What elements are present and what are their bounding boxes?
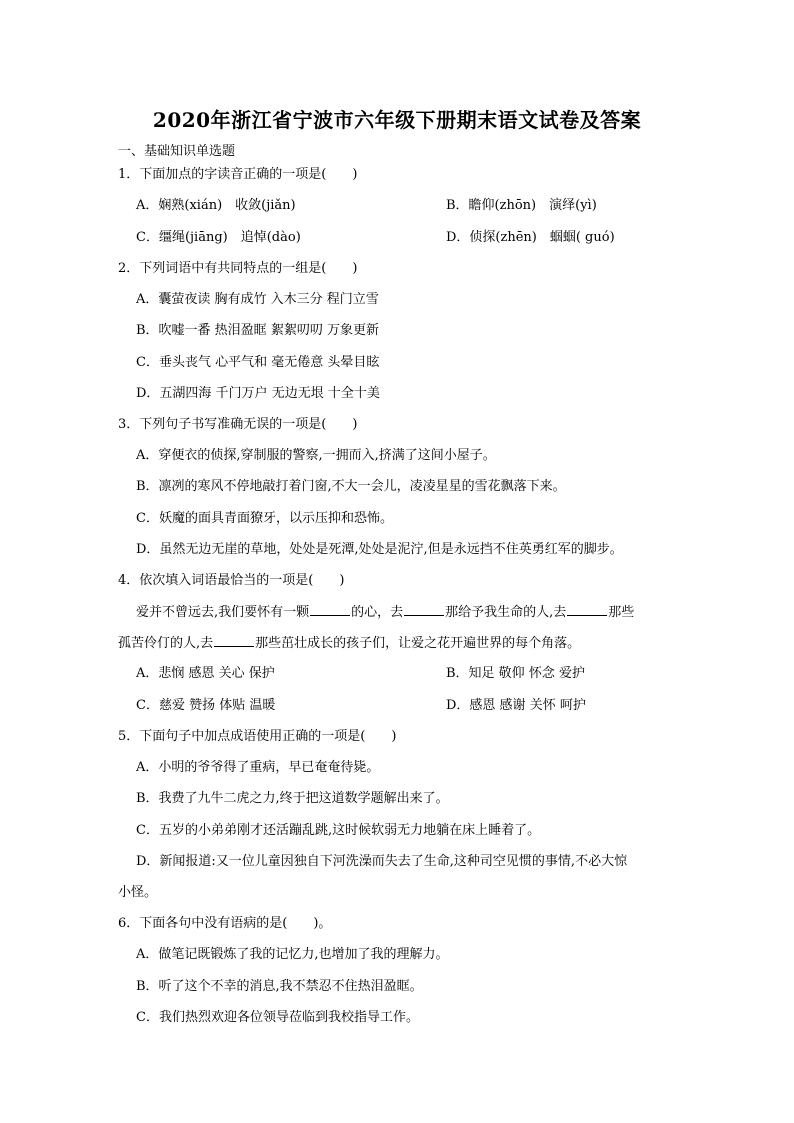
question-6-option-b: B．听了这个不幸的消息,我不禁忍不住热泪盈眶。 — [136, 979, 423, 994]
passage-text: 那给予我生命的人,去 — [445, 605, 567, 620]
question-1-option-d: D．侦探(zhēn) 蝈蝈( guó) — [446, 230, 615, 245]
question-4-stem: 4．依次填入词语最恰当的一项是( ) — [118, 573, 345, 588]
question-1-option-c: C．缰绳(jiāng) 追悼(dào) — [136, 230, 301, 245]
passage-text: 的心，去 — [351, 605, 404, 620]
question-3-option-d: D．虽然无边无崖的草地，处处是死潭,处处是泥泞,但是永远挡不住英勇红军的脚步。 — [136, 542, 623, 557]
section-heading: 一、基础知识单选题 — [118, 144, 236, 159]
passage-text: 爱并不曾远去,我们要怀有一颗 — [136, 605, 310, 620]
question-4-option-c: C．慈爱 赞扬 体贴 温暖 — [136, 698, 276, 713]
question-2-option-a: A．囊萤夜读 胸有成竹 入木三分 程门立雪 — [136, 292, 379, 307]
question-3-stem: 3．下列句子书写准确无误的一项是( ) — [118, 417, 358, 432]
question-4-option-d: D．感恩 感谢 关怀 呵护 — [446, 698, 586, 713]
fill-blank-2 — [404, 603, 444, 616]
question-2-option-c: C．垂头丧气 心平气和 毫无倦意 头晕目眩 — [136, 355, 380, 370]
question-5-option-c: C．五岁的小弟弟刚才还活蹦乱跳,这时候软弱无力地躺在床上睡着了。 — [136, 823, 541, 838]
question-4-passage-line-1 — [136, 603, 634, 622]
fill-blank-4 — [214, 634, 254, 647]
page-title: 2020年浙江省宁波市六年级下册期末语文试卷及答案 — [152, 108, 642, 132]
question-6-option-c: C．我们热烈欢迎各位领导莅临到我校指导工作。 — [136, 1010, 419, 1025]
question-1-option-b: B．瞻仰(zhōn) 演绎(yì) — [446, 198, 597, 213]
question-2-stem: 2．下列词语中有共同特点的一组是( ) — [118, 261, 358, 276]
question-2-option-b: B．吹嘘一番 热泪盈眶 絮絮叨叨 万象更新 — [136, 323, 379, 338]
passage-text: 那些茁壮成长的孩子们，让爱之花开遍世界的每个角落。 — [255, 636, 581, 651]
question-4-option-b: B．知足 敬仰 怀念 爱护 — [446, 666, 585, 681]
question-1-option-a: A．娴熟(xián) 收敛(jiǎn) — [136, 198, 296, 213]
question-4-option-a: A．悲悯 感恩 关心 保护 — [136, 666, 275, 681]
fill-blank-3 — [567, 603, 607, 616]
question-3-option-a: A．穿便衣的侦探,穿制服的警察,一拥而入,挤满了这间小屋子。 — [136, 448, 496, 463]
question-3-option-b: B．凛冽的寒风不停地敲打着门窗,不大一会儿，凌凌星星的雪花飘落下来。 — [136, 479, 566, 494]
question-5-stem: 5．下面句子中加点成语使用正确的一项是( ) — [118, 729, 397, 744]
question-6-stem: 6．下面各句中没有语病的是( )。 — [118, 916, 332, 931]
question-4-passage-line-2 — [118, 634, 580, 653]
passage-text: 孤苦伶仃的人,去 — [118, 636, 214, 651]
question-5-option-b: B．我费了九牛二虎之力,终于把这道数学题解出来了。 — [136, 791, 449, 806]
question-5-option-a: A．小明的爷爷得了重病，早已奄奄待毙。 — [136, 760, 380, 775]
question-1-stem: 1．下面加点的字读音正确的一项是( ) — [118, 167, 358, 182]
question-3-option-c: C．妖魔的面具青面獠牙，以示压抑和恐怖。 — [136, 511, 393, 526]
passage-text: 那些 — [608, 605, 635, 620]
question-5-option-d-continued: 小怪。 — [118, 885, 158, 900]
question-6-option-a: A．做笔记既锻炼了我的记忆力,也增加了我的理解力。 — [136, 947, 449, 962]
question-2-option-d: D．五湖四海 千门万户 无边无垠 十全十美 — [136, 386, 380, 401]
question-5-option-d: D．新闻报道:又一位儿童因独自下河洗澡而失去了生命,这种司空见惯的事情,不必大惊 — [136, 854, 628, 869]
fill-blank-1 — [310, 603, 350, 616]
